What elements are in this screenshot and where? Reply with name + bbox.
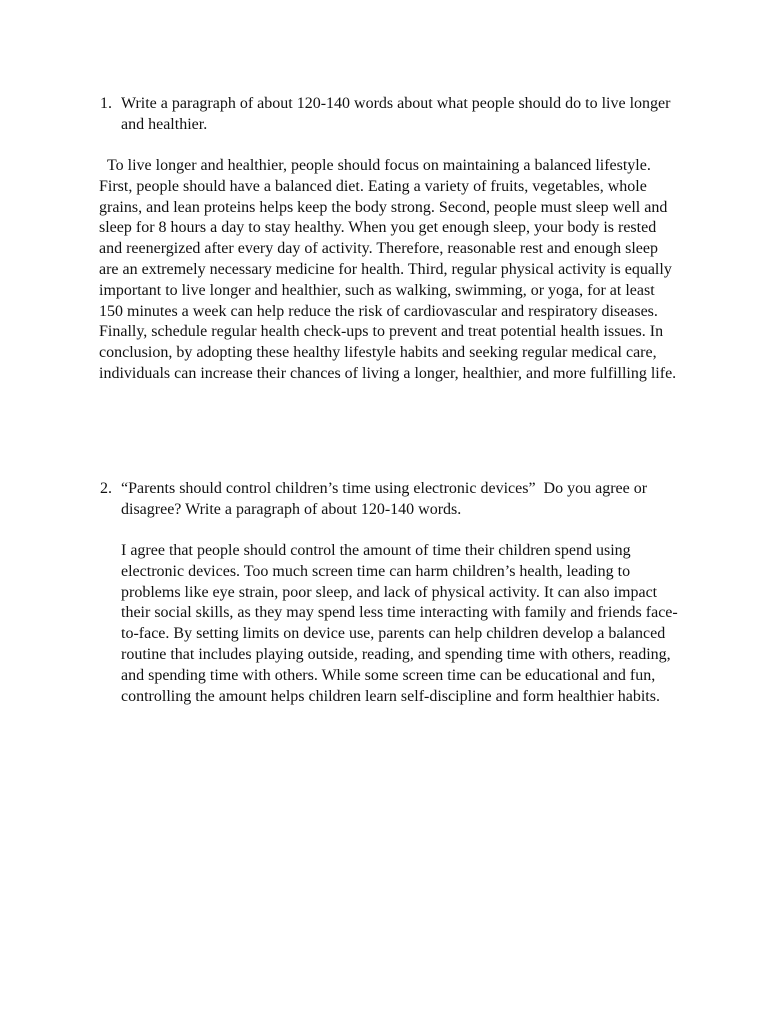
- question-prompt: “Parents should control children’s time using electronic devices” Do you agree or disagree? Write a paragraph of about 120-140 words.: [121, 480, 652, 518]
- question-number: 2.: [100, 480, 112, 497]
- answer-paragraph-1: To live longer and healthier, people should focus on maintaining a balanced lifestyle. First, people should have a balanced diet. Eating a variety of fruits, vegetables, whole grains, and lean proteins helps keep the body strong. Second, people must sleep well and sleep for 8 hours a day to stay healthy. When you get enough sleep, your body is rested and reenergized after every day of activity. Therefore, reasonable rest and enough sleep are an extremely necessary medicine for health. Third, regular physical activity is equally important to live longer and healthier, such as walking, swimming, or yoga, for at least 150 minutes a week can help reduce the risk of cardiovascular and respiratory diseases. Finally, schedule regular health check-ups to prevent and treat potential health issues. In conclusion, by adopting these healthy lifestyle habits and seeking regular medical care, individuals can increase their chances of living a longer, healthier, and more fulfilling life.: [99, 157, 677, 382]
- question-prompt: Write a paragraph of about 120-140 words about what people should do to live longer and healthier.: [121, 95, 671, 133]
- question-number: 1.: [100, 95, 112, 112]
- answer-paragraph-2: I agree that people should control the amount of time their children spend using electronic devices. Too much screen time can harm children’s health, leading to problems like eye strain, poor sleep, and lack of physical activity. It can also impact their social skills, as they may spend less time interacting with family and friends face-to-face. By setting limits on device use, parents can help children develop a balanced routine that includes playing outside, reading, and spending time with others, reading, and spending time with others. While some screen time can be educational and fun, controlling the amount helps children learn self-discipline and form healthier habits.: [121, 542, 678, 705]
